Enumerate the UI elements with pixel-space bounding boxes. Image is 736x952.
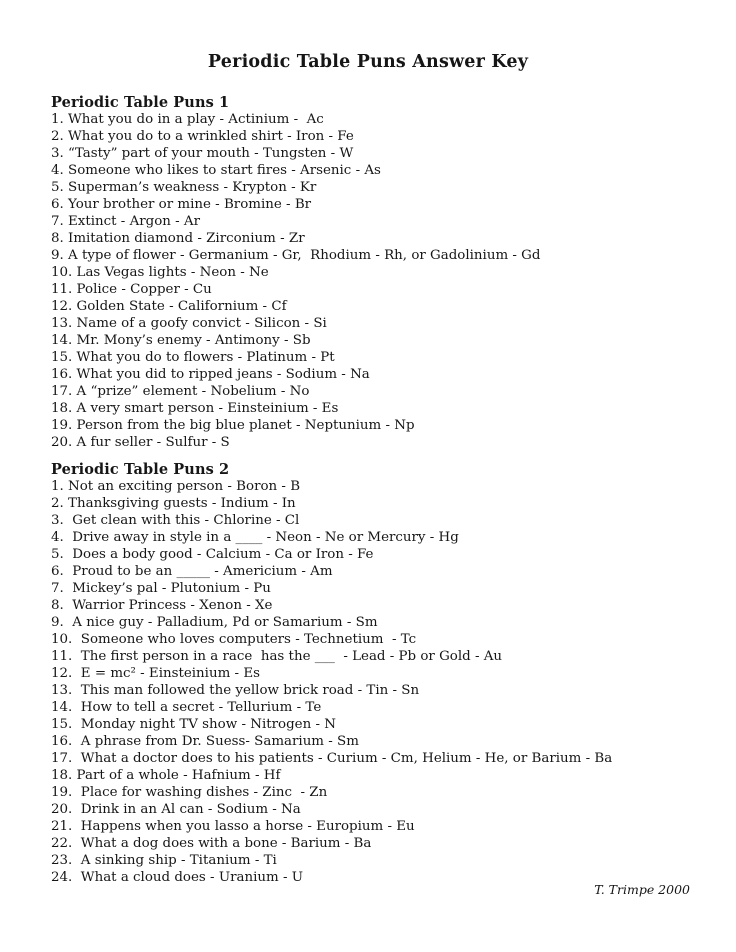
pun-line: 1. What you do in a play - Actinium - Ac [51,112,324,127]
pun-line: 9. A nice guy - Palladium, Pd or Samarium - Sm [51,615,378,630]
pun-line: 20. Drink in an Al can - Sodium - Na [51,802,301,817]
pun-line: 23. A sinking ship - Titanium - Ti [51,853,277,868]
pun-line: 2. Thanksgiving guests - Indium - In [51,496,296,511]
pun-line: 21. Happens when you lasso a horse - Europium - Eu [51,819,415,834]
pun-line: 14. How to tell a secret - Tellurium - Te [51,700,322,715]
puns-list-1 [51,111,716,451]
pun-line: 12. Golden State - Californium - Cf [51,299,287,314]
pun-line: 6. Proud to be an _____ - Americium - Am [51,564,333,579]
pun-line: 22. What a dog does with a bone - Barium - Ba [51,836,372,851]
section-puns-1 [51,94,716,451]
author-credit: T. Trimpe 2000 [594,882,690,897]
pun-line: 7. Extinct - Argon - Ar [51,214,201,229]
pun-line: 5. Does a body good - Calcium - Ca or Iron - Fe [51,547,374,562]
pun-line: 11. The first person in a race has the ___ - Lead - Pb or Gold - Au [51,649,503,664]
pun-line: 15. What you do to flowers - Platinum - Pt [51,350,335,365]
pun-line: 4. Drive away in style in a ____ - Neon - Ne or Mercury - Hg [51,530,459,545]
pun-line: 13. Name of a goofy convict - Silicon - Si [51,316,327,331]
pun-line: 16. A phrase from Dr. Suess- Samarium - Sm [51,734,359,749]
section-heading-puns-2: Periodic Table Puns 2 [51,461,230,478]
pun-line: 1. Not an exciting person - Boron - B [51,479,301,494]
pun-line: 2. What you do to a wrinkled shirt - Iron - Fe [51,129,354,144]
pun-line: 9. A type of flower - Germanium - Gr, Rhodium - Rh, or Gadolinium - Gd [51,248,541,263]
pun-line: 17. What a doctor does to his patients - Curium - Cm, Helium - He, or Barium - Ba [51,751,613,766]
pun-line: 19. Person from the big blue planet - Neptunium - Np [51,418,415,433]
section-heading-puns-1: Periodic Table Puns 1 [51,94,230,111]
pun-line: 3. “Tasty” part of your mouth - Tungsten - W [51,146,354,161]
pun-line: 18. A very smart person - Einsteinium - Es [51,401,339,416]
pun-line: 7. Mickey’s pal - Plutonium - Pu [51,581,271,596]
pun-line: 15. Monday night TV show - Nitrogen - N [51,717,336,732]
pun-line: 24. What a cloud does - Uranium - U [51,870,304,885]
pun-line: 5. Superman’s weakness - Krypton - Kr [51,180,317,195]
pun-line: 11. Police - Copper - Cu [51,282,212,297]
pun-line: 4. Someone who likes to start fires - Arsenic - As [51,163,381,178]
pun-line: 17. A “prize” element - Nobelium - No [51,384,310,399]
pun-line: 10. Someone who loves computers - Technetium - Tc [51,632,417,647]
pun-line: 19. Place for washing dishes - Zinc - Zn [51,785,328,800]
pun-line: 14. Mr. Mony’s enemy - Antimony - Sb [51,333,311,348]
pun-line: 8. Imitation diamond - Zirconium - Zr [51,231,305,246]
pun-line: 20. A fur seller - Sulfur - S [51,435,230,450]
puns-list-2 [51,478,716,886]
page-title: Periodic Table Puns Answer Key [207,52,529,72]
pun-line: 6. Your brother or mine - Bromine - Br [51,197,312,212]
pun-line: 3. Get clean with this - Chlorine - Cl [51,513,300,528]
pun-line: 12. E = mc² - Einsteinium - Es [51,666,260,681]
pun-line: 13. This man followed the yellow brick road - Tin - Sn [51,683,420,698]
pun-line: 10. Las Vegas lights - Neon - Ne [51,265,269,280]
pun-line: 8. Warrior Princess - Xenon - Xe [51,598,273,613]
pun-line: 16. What you did to ripped jeans - Sodium - Na [51,367,370,382]
section-puns-2 [51,461,716,886]
pun-line: 18. Part of a whole - Hafnium - Hf [51,768,281,783]
